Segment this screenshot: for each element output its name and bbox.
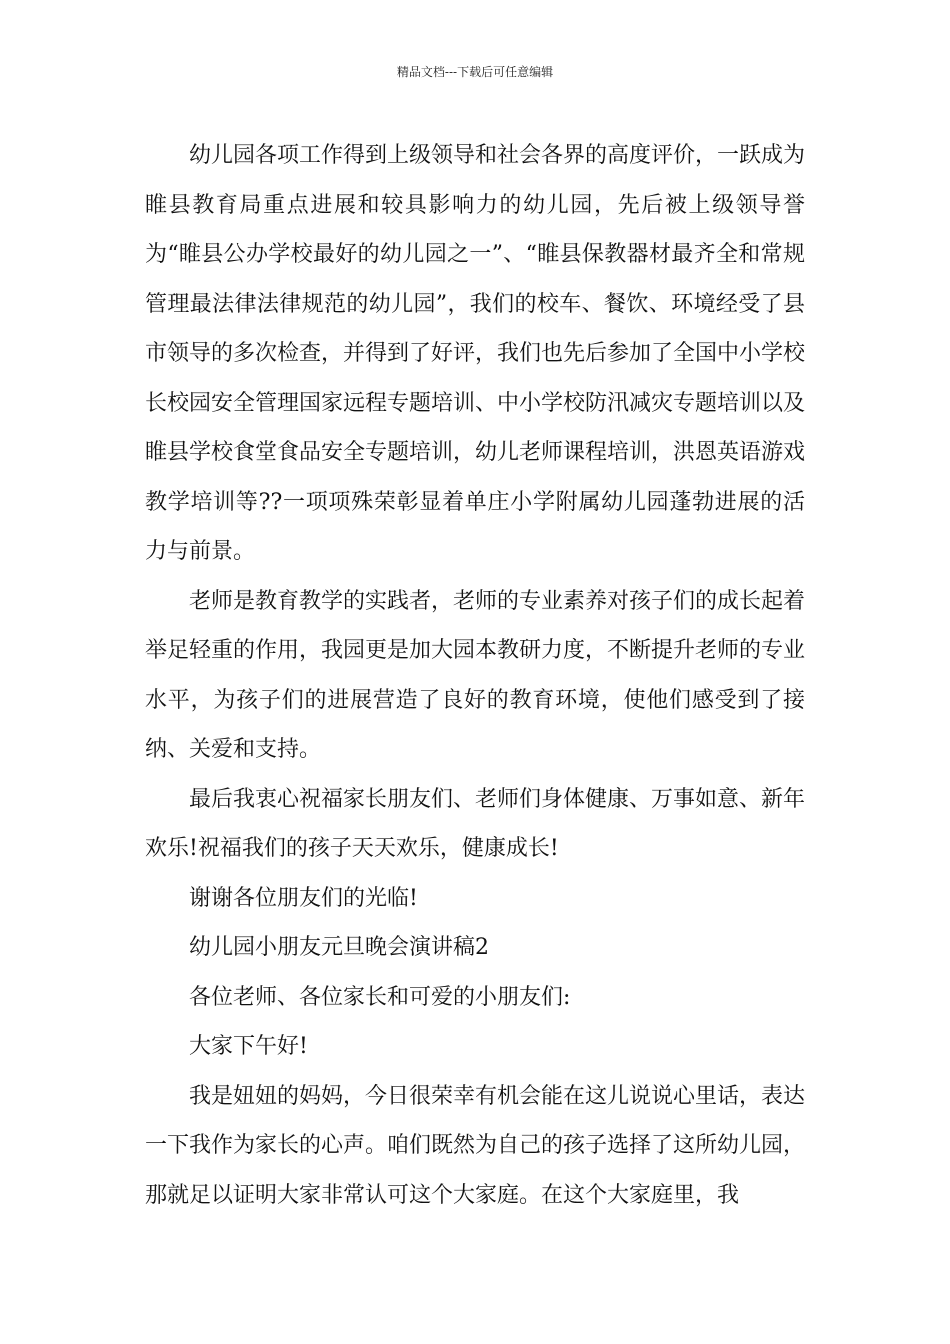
paragraph-4: 谢谢各位朋友们的光临! — [189, 885, 418, 911]
paragraph-3: 最后我衷心祝福家长朋友们、老师们身体健康、万事如意、新年欢乐!祝福我们的孩子天天欢乐，健康成长! — [145, 786, 806, 861]
salutation: 各位老师、各位家长和可爱的小朋友们: — [189, 984, 571, 1010]
section-title: 幼儿园小朋友元旦晚会演讲稿2 — [189, 935, 489, 960]
paragraph-8: 我是妞妞的妈妈，今日很荣幸有机会能在这儿说说心里话，表达一下我作为家长的心声。咱们既然为自己的孩子选择了这所幼儿园，那就足以证明大家非常认可这个大家庭。在这个大家庭里，我 — [145, 1083, 806, 1208]
greeting: 大家下午好! — [189, 1034, 308, 1059]
paragraph-2: 老师是教育教学的实践者，老师的专业素养对孩子们的成长起着举足轻重的作用，我园更是加大园本教研力度，不断提升老师的专业水平，为孩子们的进展营造了良好的教育环境，使他们感受到了接纳、关爱和支持。 — [145, 588, 806, 762]
document-body — [145, 131, 805, 1220]
page-header: 精品文档---下载后可任意编辑 — [396, 65, 554, 79]
paragraph-1: 幼儿园各项工作得到上级领导和社会各界的高度评价，一跃成为睢县教育局重点进展和较具影响力的幼儿园，先后被上级领导誉为“睢县公办学校最好的幼儿园之一”、“睢县保教器材最齐全和常规管理最法律法律规范的幼儿园”，我们的校车、餐饮、环境经受了县市领导的多次检查，并得到了好评，我们也先后参加了全国中小学校长校园安全管理国家远程专题培训、中小学校防汛减灾专题培训以及睢县学校食堂食品安全专题培训，幼儿老师课程培训，洪恩英语游戏教学培训等??一项项殊荣彰显着单庄小学附属幼儿园蓬勃进展的活力与前景。 — [145, 143, 806, 564]
